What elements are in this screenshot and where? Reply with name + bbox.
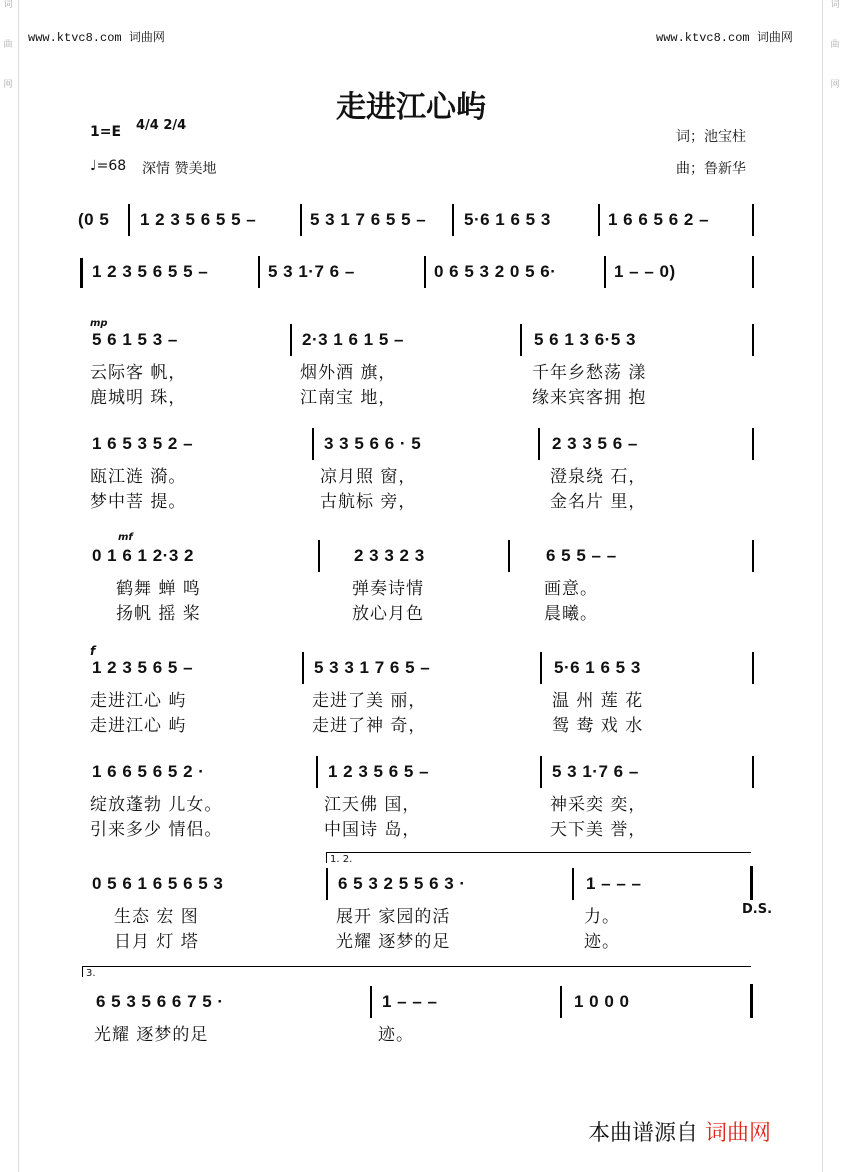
intro-bar-4: 5·6 1 6 5 3 [464,210,551,229]
dynamic-f: f [90,644,96,658]
lyric-7a-1: 绽放蓬勃 儿女。 [90,795,223,815]
lyric-3a-2: 烟外酒 旗， [300,363,397,383]
verse-line5-bar3: 6 5 5 – – [546,546,617,565]
barline [508,540,510,572]
barline [520,324,522,356]
verse-line8-bar2: 6 5 3 2 5 5 6 3 · [338,874,466,893]
lyric-6b-3: 鸳 鸯 戏 水 [552,716,644,736]
lyric-6a-3: 温 州 莲 花 [552,691,644,711]
left-divider [18,0,19,1172]
source-footer [588,1116,771,1147]
lyric-5a-2: 弹奏诗情 [352,579,424,599]
verse-line5-bar1: 0 1 6 1 2·3 2 [92,546,194,565]
coda-bar2: 1 – – – [382,992,438,1011]
barline [538,428,540,460]
barline [128,204,130,236]
lyric-4b-3: 金名片 里， [550,492,647,512]
repeat-end [750,866,753,900]
intro-bar-2: 1 2 3 5 6 5 5 – [140,210,257,229]
lyric-5b-2: 放心月色 [352,604,424,624]
verse-line7-bar1: 1 6 6 5 6 5 2 · [92,762,205,781]
barline [540,652,542,684]
tempo-mark: ♩=68 [90,158,127,174]
verse-line3-bar3: 5 6 1 3 6·5 3 [534,330,636,349]
lyric-3b-3: 缘来宾客拥 抱 [532,388,647,408]
barline [752,204,754,236]
lyric-9a-1: 光耀 逐梦的足 [94,1025,209,1045]
site-url-right[interactable]: www.ktvc8.com 词曲网 [656,31,793,45]
barline [752,428,754,460]
lyric-4b-1: 梦中菩 提。 [90,492,187,512]
coda-bar1: 6 5 3 5 6 6 7 5 · [96,992,224,1011]
lyric-4b-2: 古航标 旁， [320,492,417,512]
verse-line3-bar1: 5 6 1 5 3 – [92,330,178,349]
composer: 曲；鲁新华 [676,161,746,177]
verse-line6-bar1: 1 2 3 5 6 5 – [92,658,194,677]
verse-line5-bar2: 2 3 3 2 3 [354,546,425,565]
barline [312,428,314,460]
dynamic-mp: mp [90,318,108,329]
verse-line6-bar3: 5·6 1 6 5 3 [554,658,641,677]
barline [752,540,754,572]
intro-bar-3: 5 3 1 7 6 5 5 – [310,210,427,229]
intro-bar-5: 1 6 6 5 6 2 – [608,210,710,229]
barline [258,256,260,288]
volta-bracket-1-2 [326,852,751,863]
lyric-6b-1: 走进江心 屿 [90,716,187,736]
right-watermark: 词 曲 网 [830,0,840,90]
verse-line4-bar1: 1 6 5 3 5 2 – [92,434,194,453]
barline [540,756,542,788]
lyric-3b-2: 江南宝 地， [300,388,397,408]
site-url-left[interactable]: www.ktvc8.com 词曲网 [28,31,165,45]
lyric-3b-1: 鹿城明 珠， [90,388,187,408]
barline [290,324,292,356]
key-signature: 1=E [90,124,122,140]
barline [424,256,426,288]
intro2-bar-4: 1 – – 0) [614,262,676,281]
barline [752,324,754,356]
lyric-9a-2: 迹。 [378,1025,414,1045]
time-signature: 4/4 2/4 [136,118,187,133]
verse-line6-bar2: 5 3 3 1 7 6 5 – [314,658,431,677]
barline [300,204,302,236]
verse-line4-bar2: 3 3 5 6 6 · 5 [324,434,422,453]
barline [452,204,454,236]
lyric-8a-2: 展开 家园的活 [336,907,451,927]
lyric-6a-2: 走进了美 丽， [312,691,427,711]
intro2-bar-1: 1 2 3 5 6 5 5 – [92,262,209,281]
lyric-8a-1: 生态 宏 图 [114,907,199,927]
lyric-7b-1: 引来多少 情侣。 [90,820,223,840]
barline [318,540,320,572]
lyric-5b-1: 扬帆 摇 桨 [116,604,201,624]
barline [752,756,754,788]
final-barline [750,984,753,1018]
song-title: 走进江心屿 [336,90,486,125]
lyric-6a-1: 走进江心 屿 [90,691,187,711]
dal-segno: D.S. [742,902,773,917]
verse-line7-bar3: 5 3 1·7 6 – [552,762,639,781]
lyric-7a-3: 神采奕 奕， [550,795,647,815]
coda-bar3: 1 0 0 0 [574,992,630,1011]
barline [370,986,372,1018]
lyric-4a-2: 凉月照 窗， [320,467,417,487]
verse-line8-bar3: 1 – – – [586,874,642,893]
barline [560,986,562,1018]
lyric-5b-3: 晨曦。 [544,604,598,624]
lyric-8b-1: 日月 灯 塔 [114,932,199,952]
dynamic-mf: mf [118,532,133,543]
lyric-3a-3: 千年乡愁荡 漾 [532,363,647,383]
repeat-start [80,258,83,288]
lyric-8a-3: 力。 [584,907,620,927]
left-watermark: 词 曲 网 [3,0,13,90]
barline [572,868,574,900]
lyric-3a-1: 云际客 帆， [90,363,187,383]
lyric-4a-1: 瓯江涟 漪。 [90,467,187,487]
footer-prefix: 本曲谱源自 [588,1121,699,1146]
barline [752,256,754,288]
lyric-6b-2: 走进了神 奇， [312,716,427,736]
lyric-8b-3: 迹。 [584,932,620,952]
verse-line8-bar1: 0 5 6 1 6 5 6 5 3 [92,874,224,893]
footer-brand-link[interactable]: 词曲网 [705,1121,772,1146]
lyric-4a-3: 澄泉绕 石， [550,467,647,487]
lyric-7b-3: 天下美 誉， [550,820,647,840]
lyric-8b-2: 光耀 逐梦的足 [336,932,451,952]
intro2-bar-2: 5 3 1·7 6 – [268,262,355,281]
verse-line4-bar3: 2 3 3 5 6 – [552,434,638,453]
volta-label-3: 3. [86,968,96,979]
verse-line3-bar2: 2·3 1 6 1 5 – [302,330,404,349]
barline [604,256,606,288]
lyric-7a-2: 江天佛 国， [324,795,421,815]
verse-line7-bar2: 1 2 3 5 6 5 – [328,762,430,781]
barline [316,756,318,788]
barline [598,204,600,236]
intro-bar-1: (0 5 [78,210,110,229]
intro2-bar-3: 0 6 5 3 2 0 5 6· [434,262,557,281]
lyricist: 词；池宝柱 [676,129,746,145]
lyric-7b-2: 中国诗 岛， [324,820,421,840]
expression-mark: 深情 赞美地 [142,161,217,177]
right-divider [822,0,823,1172]
lyric-5a-1: 鹤舞 蝉 鸣 [116,579,201,599]
lyric-5a-3: 画意。 [544,579,598,599]
barline [302,652,304,684]
volta-label-1-2: 1. 2. [330,854,353,865]
barline [752,652,754,684]
volta-bracket-3 [82,966,751,977]
barline [326,868,328,900]
